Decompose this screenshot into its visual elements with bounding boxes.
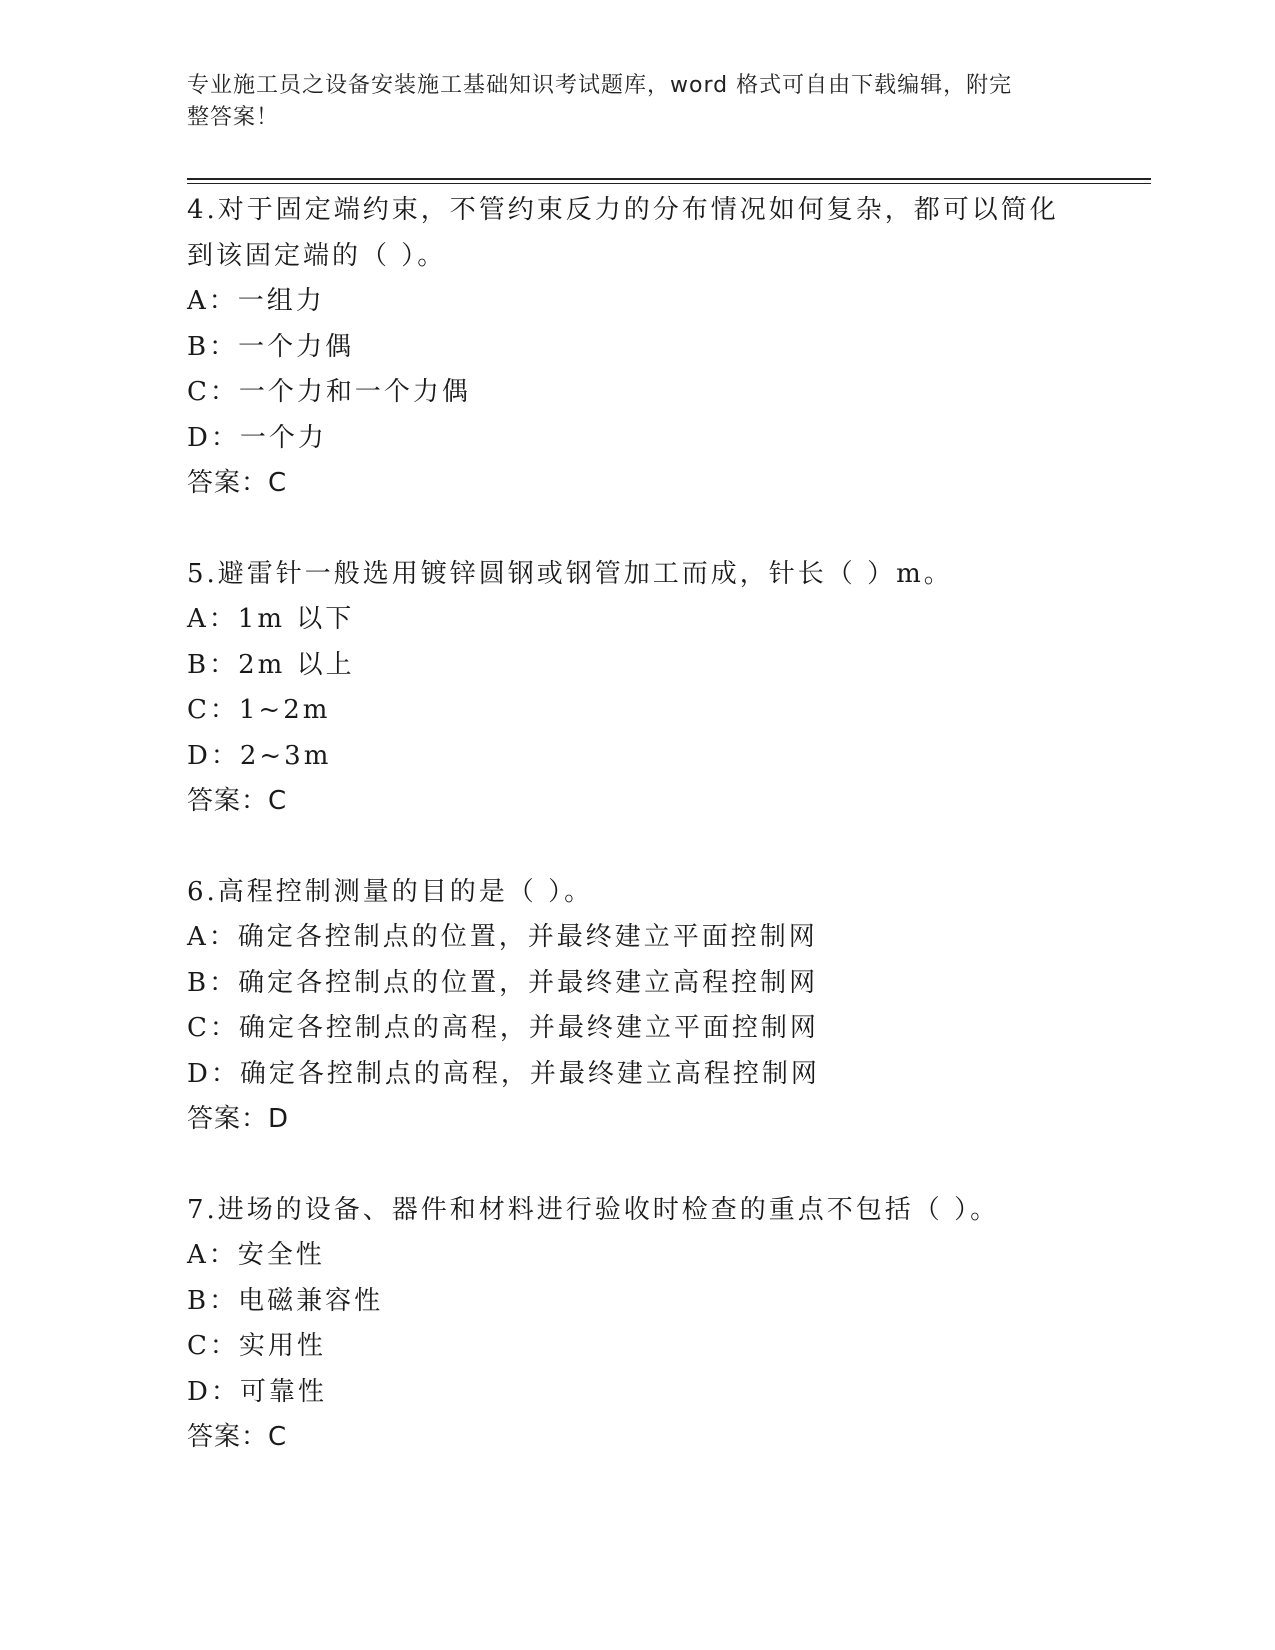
answer-label: 答案：C <box>187 468 288 498</box>
option-c: C：确定各控制点的高程，并最终建立平面控制网 <box>187 1013 819 1043</box>
option-b: B：2m 以上 <box>187 649 355 680</box>
question-item <box>187 552 1087 825</box>
answer-label: 答案：D <box>187 1104 290 1134</box>
question-stem: 6.高程控制测量的目的是（ ）。 <box>187 876 594 907</box>
answer-label: 答案：C <box>187 1422 288 1452</box>
document-header <box>187 70 1067 134</box>
question-item <box>187 1188 1087 1461</box>
question-stem: 到该固定端的（ ）。 <box>187 240 447 271</box>
option-c: C：1~2m <box>187 695 331 725</box>
option-d: D：一个力 <box>187 422 327 453</box>
question-item <box>187 188 1087 507</box>
option-b: B：电磁兼容性 <box>187 1285 384 1316</box>
option-a: A：确定各控制点的位置，并最终建立平面控制网 <box>187 922 818 952</box>
header-line-2: 整答案！ <box>187 105 280 130</box>
header-line-1: 专业施工员之设备安装施工基础知识考试题库，word 格式可自由下载编辑，附完 <box>187 73 1013 98</box>
option-d: D：确定各控制点的高程，并最终建立高程控制网 <box>187 1058 820 1089</box>
question-stem: 5.避雷针一般选用镀锌圆钢或钢管加工而成，针长（ ）m。 <box>187 558 953 589</box>
option-c: C：实用性 <box>187 1331 326 1361</box>
option-a: A：一组力 <box>187 286 325 316</box>
question-item <box>187 870 1087 1143</box>
option-d: D：可靠性 <box>187 1376 327 1407</box>
option-b: B：一个力偶 <box>187 331 355 362</box>
option-c: C：一个力和一个力偶 <box>187 377 471 407</box>
question-list <box>187 188 1087 1461</box>
option-a: A：安全性 <box>187 1240 325 1270</box>
option-b: B：确定各控制点的位置，并最终建立高程控制网 <box>187 967 819 998</box>
header-divider-top <box>187 178 1151 180</box>
answer-label: 答案：C <box>187 786 288 816</box>
header-divider-bottom <box>187 183 1151 184</box>
option-a: A：1m 以下 <box>187 604 355 634</box>
option-d: D：2~3m <box>187 740 332 771</box>
question-stem: 4.对于固定端约束，不管约束反力的分布情况如何复杂，都可以简化 <box>187 195 1059 225</box>
question-stem: 7.进场的设备、器件和材料进行验收时检查的重点不包括（ ）。 <box>187 1194 1000 1225</box>
